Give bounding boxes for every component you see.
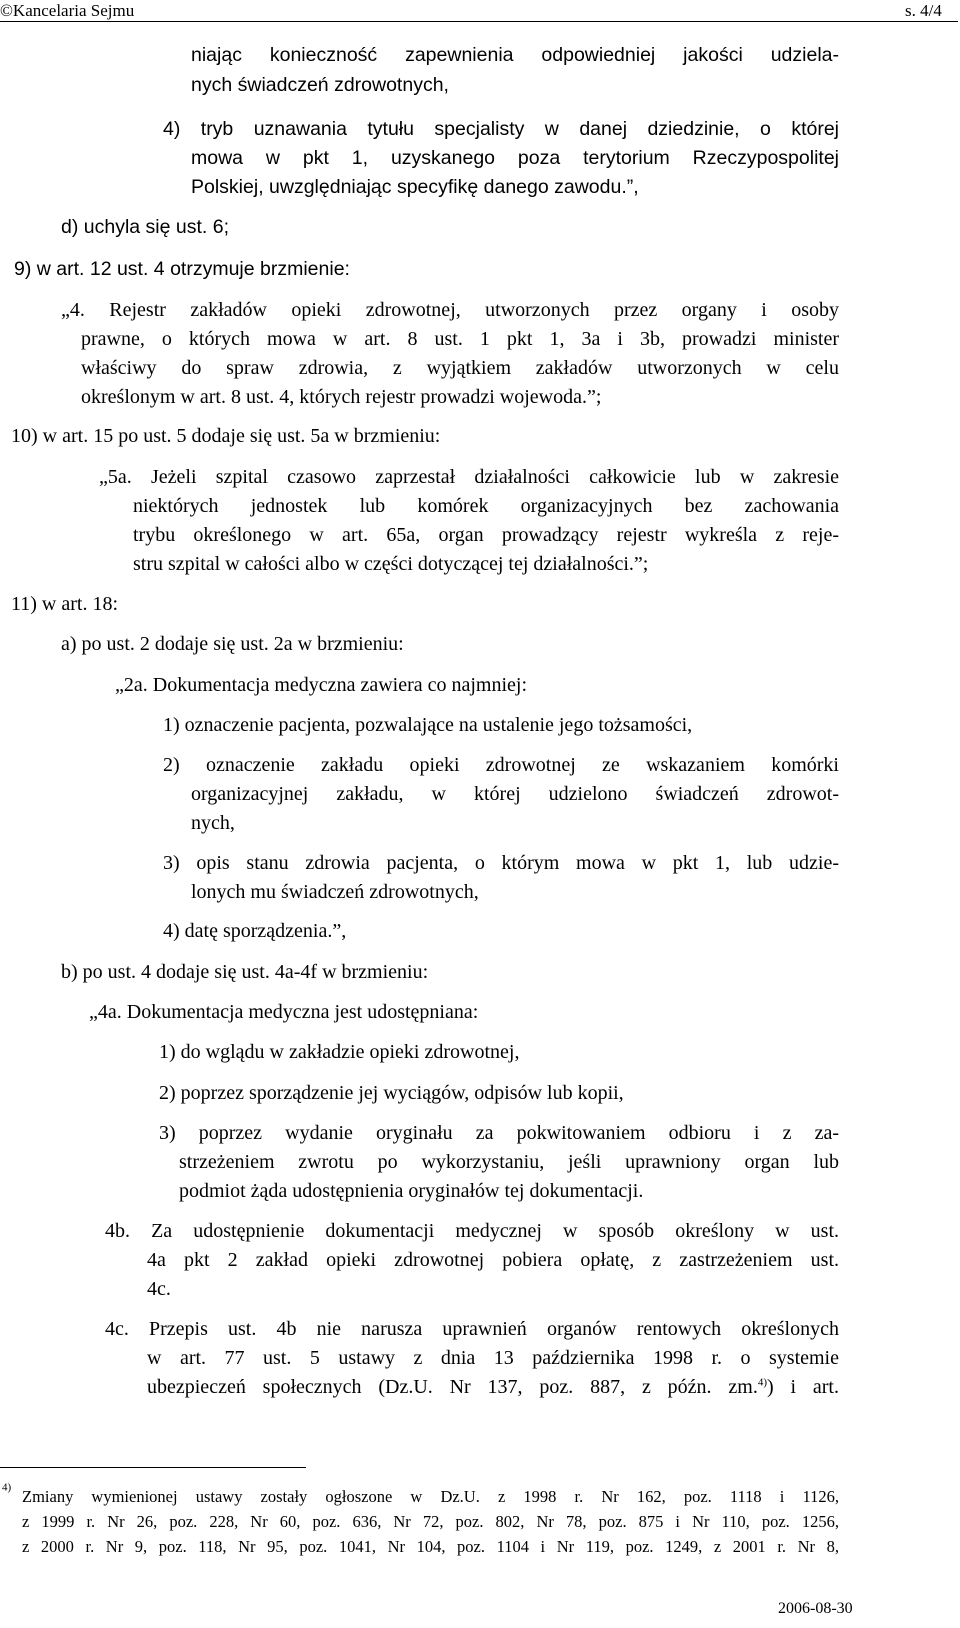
text-line: lonych mu świadczeń zdrowotnych,	[191, 881, 479, 903]
text-line: 11) w art. 18:	[11, 593, 119, 615]
text-line: organizacyjnej zakładu, w której udzielono świadczeń zdrowot-	[191, 783, 839, 805]
text-line: 4a pkt 2 zakład opieki zdrowotnej pobiera opłatę, z zastrzeżeniem ust.	[147, 1249, 839, 1271]
footnote-line: z 1999 r. Nr 26, poz. 228, Nr 60, poz. 636, Nr 72, poz. 802, Nr 78, poz. 875 i Nr 110, poz. 1256,	[22, 1512, 839, 1531]
footnote-line: z 2000 r. Nr 9, poz. 118, Nr 95, poz. 1041, Nr 104, poz. 1104 i Nr 119, poz. 1249, z 2001 r. Nr 8,	[22, 1537, 839, 1556]
text-line: 4) datę sporządzenia.”,	[163, 920, 347, 942]
page-number: s. 4/4	[905, 1, 942, 20]
text-line: 1) do wglądu w zakładzie opieki zdrowotnej,	[159, 1041, 520, 1063]
text-line: 9) w art. 12 ust. 4 otrzymuje brzmienie:	[14, 258, 350, 280]
text-line: trybu określonego w art. 65a, organ prowadzący rejestr wykreśla z reje-	[133, 524, 839, 546]
text-line: 2) oznaczenie zakładu opieki zdrowotnej ze wskazaniem komórki	[163, 754, 839, 776]
text-line: 4c.	[147, 1278, 171, 1300]
text-fragment: ) i art.	[767, 1376, 839, 1398]
text-line: nych świadczeń zdrowotnych,	[191, 74, 449, 96]
text-fragment: ubezpieczeń społecznych (Dz.U. Nr 137, poz. 887, z późn. zm.	[147, 1376, 758, 1398]
text-line: 3) opis stanu zdrowia pacjenta, o którym mowa w pkt 1, lub udzie-	[163, 852, 839, 874]
text-line: określonym w art. 8 ust. 4, których rejestr prowadzi wojewoda.”;	[81, 386, 602, 408]
footnote-reference: 4)	[757, 1376, 767, 1389]
text-line: „4. Rejestr zakładów opieki zdrowotnej, utworzonych przez organy i osoby	[61, 299, 839, 321]
text-line: niając konieczność zapewnienia odpowiedniej jakości udziela-	[191, 44, 839, 66]
text-line: d) uchyla się ust. 6;	[61, 216, 229, 238]
text-line: 2) poprzez sporządzenie jej wyciągów, odpisów lub kopii,	[159, 1082, 624, 1104]
text-line: „2a. Dokumentacja medyczna zawiera co najmniej:	[115, 674, 528, 696]
header-rule	[0, 21, 958, 22]
footnote-marker	[2, 1480, 11, 1504]
publisher-label: ©Kancelaria Sejmu	[0, 1, 135, 20]
footnote-line: Zmiany wymienionej ustawy zostały ogłoszone w Dz.U. z 1998 r. Nr 162, poz. 1118 i 1126,	[22, 1487, 839, 1506]
text-line: niektórych jednostek lub komórek organizacyjnych bez zachowania	[133, 495, 839, 517]
document-date: 2006-08-30	[778, 1600, 853, 1617]
text-line: nych,	[191, 812, 235, 834]
text-line: 10) w art. 15 po ust. 5 dodaje się ust. 5a w brzmieniu:	[11, 425, 441, 447]
page-header	[0, 0, 960, 24]
text-line: w art. 77 ust. 5 ustawy z dnia 13 października 1998 r. o systemie	[147, 1347, 839, 1369]
footnote-mark: 4)	[2, 1481, 12, 1494]
text-line: 3) poprzez wydanie oryginału za pokwitowaniem odbioru i z za-	[159, 1122, 839, 1144]
text-line: a) po ust. 2 dodaje się ust. 2a w brzmieniu:	[61, 633, 404, 655]
text-line: mowa w pkt 1, uzyskanego poza terytorium Rzeczypospolitej	[191, 147, 839, 169]
text-line: 1) oznaczenie pacjenta, pozwalające na ustalenie jego tożsamości,	[163, 714, 693, 736]
text-line: stru szpital w całości albo w części dotyczącej tej działalności.”;	[133, 553, 649, 575]
text-line: 4c. Przepis ust. 4b nie narusza uprawnień organów rentowych określonych	[105, 1318, 839, 1340]
text-line: 4b. Za udostępnienie dokumentacji medycznej w sposób określony w ust.	[105, 1220, 839, 1242]
text-line	[147, 1372, 839, 1402]
text-line: Polskiej, uwzględniając specyfikę danego zawodu.”,	[191, 176, 639, 198]
text-line: „5a. Jeżeli szpital czasowo zaprzestał działalności całkowicie lub w zakresie	[99, 466, 839, 488]
text-line: 4) tryb uznawania tytułu specjalisty w danej dziedzinie, o której	[163, 118, 839, 140]
text-line: podmiot żąda udostępnienia oryginałów tej dokumentacji.	[179, 1180, 644, 1202]
text-line: b) po ust. 4 dodaje się ust. 4a-4f w brzmieniu:	[61, 961, 429, 983]
footnote-rule	[0, 1467, 306, 1468]
text-line: właściwy do spraw zdrowia, z wyjątkiem zakładów utworzonych w celu	[81, 357, 839, 379]
text-line: strzeżeniem zwrotu po wykorzystaniu, jeśli uprawniony organ lub	[179, 1151, 839, 1173]
text-line: „4a. Dokumentacja medyczna jest udostępniana:	[89, 1001, 479, 1023]
text-line: prawne, o których mowa w art. 8 ust. 1 pkt 1, 3a i 3b, prowadzi minister	[81, 328, 839, 350]
